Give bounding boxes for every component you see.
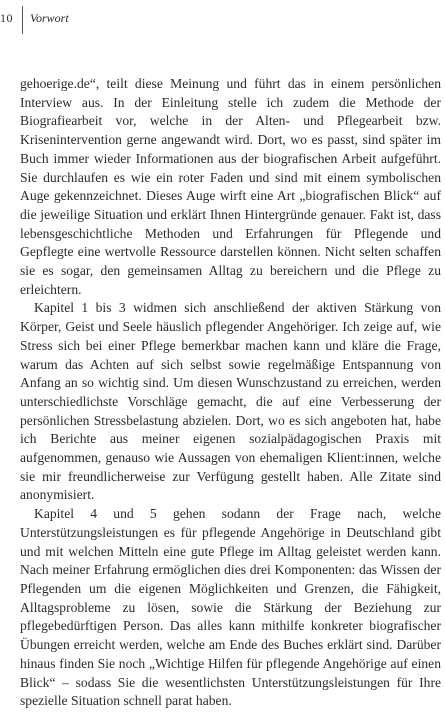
page-number: 10 [0, 11, 13, 25]
running-title: Vorwort [30, 11, 69, 25]
body-text [20, 75, 441, 711]
paragraph: Kapitel 4 und 5 gehen sodann der Frage nach, welche Unterstützungsleistungen es für pflegende Angehörige in Deutschland gibt und mit welchen Mitteln eine gute Pflege im Alltag geleistet werden kann. Nach meiner Erfahrung ermöglichen dies drei Komponenten: das Wissen der Pflegenden um die eigenen Möglichkeiten und Grenzen, die Fähigkeit, Alltagsprobleme zu lösen, sowie die Stärkung der Beziehung zur pflegebedürftigen Person. Das alles kann mithilfe konkreter biografischer Übungen erreicht werden, welche am Ende des Buches erklärt sind. Darüber hinaus finden Sie noch „Wichtige Hilfen für pflegende Angehörige auf einen Blick“ – sodass Sie die wesentlichsten Unterstützungsleistungen für Ihre spezielle Situation schnell parat haben. [20, 506, 441, 709]
paragraph: Kapitel 1 bis 3 widmen sich anschließend der aktiven Stärkung von Körper, Geist und Seele häuslich pflegender Angehöriger. Ich zeige auf, wie Stress sich bei einer Pflege bemerkbar machen kann und kläre die Frage, warum das Achten auf sich selbst sowie regelmäßige Entspannung von Anfang an so wichtig sind. Um diesen Wunschzustand zu erreichen, werden unterschiedlichste Vorschläge gemacht, die auf eine Verbesserung der persönlichen Stressbelastung abzielen. Dort, wo es sich angeboten hat, habe ich Berichte aus meiner eigenen sozialpädagogischen Praxis mit aufgenommen, genauso wie Aussagen von ehemaligen Klient:innen, welche sie mir freundlicherweise zur Verfügung gestellt haben. Alle Zitate sind anonymisiert. [20, 300, 441, 503]
running-header [0, 6, 445, 32]
paragraph: gehoerige.de“, teilt diese Meinung und führt das in einem persönlichen Interview aus. In der Einleitung stelle ich zudem die Methode der Biografiearbeit vor, welche in der Alten- und Pflegearbeit bzw. Krisenintervention gerne angewandt wird. Dort, wo es passt, sind später im Buch immer wieder Informationen aus der biografischen Arbeit aufgeführt. Sie durchlaufen es wie ein roter Faden und sind mit einem symbolischen Auge gekennzeichnet. Dieses Auge wirft eine Art „biografischen Blick“ auf die jeweilige Situation und erklärt Ihnen Hintergründe genauer. Fakt ist, dass lebensgeschichtliche Methoden und Erfahrungen für Pflegende und Gepflegte eine wertvolle Ressource darstellen können. Nicht selten schaffen sie es sogar, den gemeinsamen Alltag zu bereichern und die Pflege zu erleichtern. [20, 76, 441, 297]
header-divider [22, 6, 23, 34]
